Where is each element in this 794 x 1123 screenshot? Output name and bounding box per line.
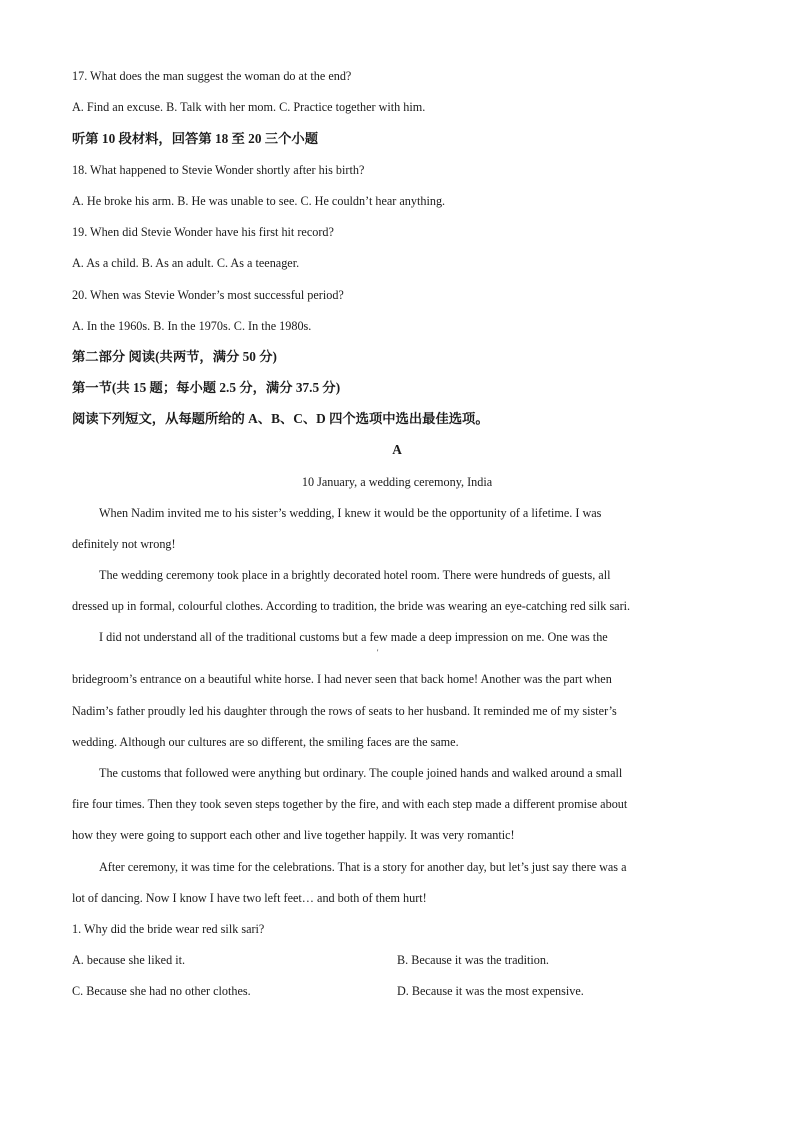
section-10-heading: 听第 10 段材料，回答第 18 至 20 三个小题 [72, 131, 318, 146]
passage-line: The wedding ceremony took place in a brightly decorated hotel room. There were hundreds of guests, all [99, 568, 611, 582]
question-18: 18. What happened to Stevie Wonder shortly after his birth? [72, 163, 365, 177]
passage-subtitle: 10 January, a wedding ceremony, India [301, 475, 493, 489]
passage-line: When Nadim invited me to his sister’s wedding, I knew it would be the opportunity of a lifetime. I was [99, 506, 602, 520]
passage-line: I did not understand all of the traditional customs but a few made a deep impression on me. One was the [99, 630, 608, 644]
passage-line: how they were going to support each other and live together happily. It was very romantic! [72, 828, 515, 842]
section-1-heading: 第一节(共 15 题；每小题 2.5 分，满分 37.5 分) [72, 380, 341, 395]
passage-line: dressed up in formal, colourful clothes. According to tradition, the bride was wearing an eye-catching red silk sari. [72, 599, 631, 613]
question-1-option-b: B. Because it was the tradition. [397, 953, 549, 967]
question-1-option-d: D. Because it was the most expensive. [397, 984, 584, 998]
passage-line: definitely not wrong! [72, 537, 176, 551]
passage-line: bridegroom’s entrance on a beautiful white horse. I had never seen that back home! Another was the part when [72, 672, 612, 686]
passage-line: Nadim’s father proudly led his daughter through the rows of seats to her husband. It reminded me of my sister’s [72, 704, 617, 718]
question-20-options: A. In the 1960s. B. In the 1970s. C. In the 1980s. [72, 319, 312, 333]
question-17: 17. What does the man suggest the woman do at the end? [72, 69, 352, 83]
passage-line: wedding. Although our cultures are so different, the smiling faces are the same. [72, 735, 459, 749]
passage-label: A [392, 442, 402, 457]
question-18-options: A. He broke his arm. B. He was unable to see. C. He couldn’t hear anything. [72, 194, 446, 208]
question-19: 19. When did Stevie Wonder have his first hit record? [72, 225, 334, 239]
passage-line: lot of dancing. Now I know I have two left feet… and both of them hurt! [72, 891, 427, 905]
question-17-options: A. Find an excuse. B. Talk with her mom. C. Practice together with him. [72, 100, 426, 114]
question-1-option-c: C. Because she had no other clothes. [72, 984, 251, 998]
question-1-option-a: A. because she liked it. [72, 953, 186, 967]
passage-line: After ceremony, it was time for the celebrations. That is a story for another day, but let’s just say there was a [99, 860, 627, 874]
passage-line: The customs that followed were anything but ordinary. The couple joined hands and walked around a small [99, 766, 623, 780]
stray-mark: ' [377, 648, 379, 657]
part-2-heading: 第二部分 阅读(共两节，满分 50 分) [72, 349, 277, 364]
question-1: 1. Why did the bride wear red silk sari? [72, 922, 265, 936]
question-19-options: A. As a child. B. As an adult. C. As a teenager. [72, 256, 300, 270]
question-20: 20. When was Stevie Wonder’s most successful period? [72, 288, 344, 302]
reading-instruction: 阅读下列短文，从每题所给的 A、B、C、D 四个选项中选出最佳选项。 [72, 411, 489, 426]
passage-line: fire four times. Then they took seven steps together by the fire, and with each step made a different promise about [72, 797, 628, 811]
